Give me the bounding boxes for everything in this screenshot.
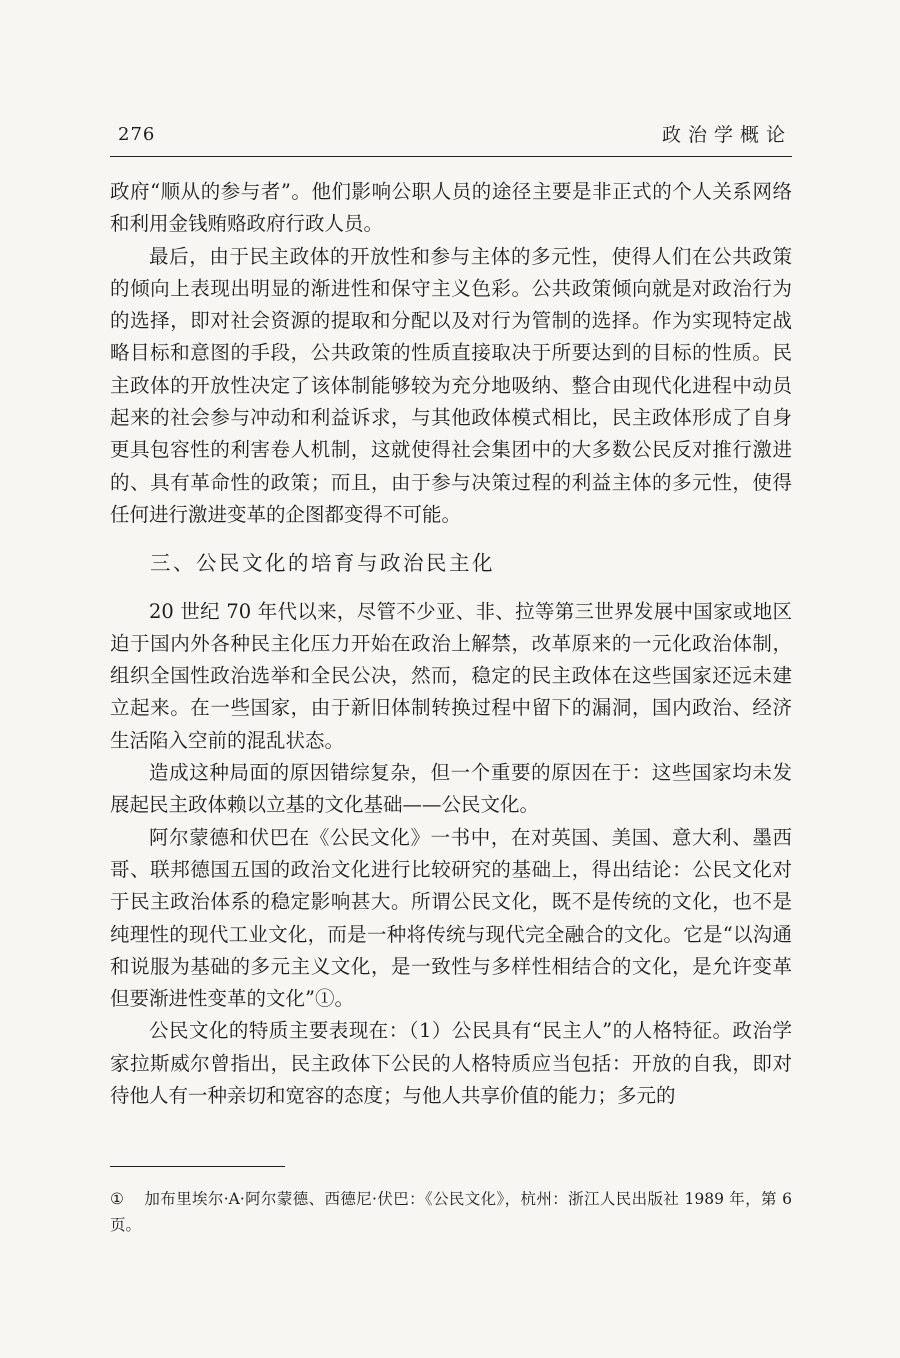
footnote-text: 加布里埃尔·A·阿尔蒙德、西德尼·伏巴：《公民文化》，杭州：浙江人民出版社 1989 年，第 6 页。 (110, 1190, 792, 1234)
footnote-divider (110, 1166, 285, 1167)
page-number: 276 (118, 124, 156, 145)
paragraph-public-policy: 最后，由于民主政体的开放性和参与主体的多元性，使得人们在公共政策的倾向上表现出明显的渐进性和保守主义色彩。公共政策倾向就是对政治行为的选择，即对社会资源的提取和分配以及对行为管制的选择。作为实现特定战略目标和意图的手段，公共政策的性质直接取决于所要达到的目标的性质。民主政体的开放性决定了该体制能够较为充分地吸纳、整合由现代化进程中动员起来的社会参与冲动和利益诉求，与其他政体模式相比，民主政体形成了自身更具包容性的利害卷人机制，这就使得社会集团中的大多数公民反对推行激进的、具有革命性的政策；而且，由于参与决策过程的利益主体的多元性，使得任何进行激进变革的企图都变得不可能。 (110, 244, 792, 526)
paragraph-continued: 政府“顺从的参与者”。他们影响公职人员的途径主要是非正式的个人关系网络和利用金钱贿赂政府行政人员。 (110, 180, 792, 236)
body-text (110, 176, 792, 1112)
paragraph-civic-traits: 公民文化的特质主要表现在：（1）公民具有“民主人”的人格特征。政治学家拉斯威尔曾指出，民主政体下公民的人格特质应当包括：开放的自我，即对待他人有一种亲切和宽容的态度；与他人共享价值的能力；多元的 (110, 1019, 792, 1108)
paragraph-almond-verba: 阿尔蒙德和伏巴在《公民文化》一书中，在对英国、美国、意大利、墨西哥、联邦德国五国的政治文化进行比较研究的基础上，得出结论：公民文化对于民主政治体系的稳定影响甚大。所谓公民文化，既不是传统的文化，也不是纯理性的现代工业文化，而是一种将传统与现代完全融合的文化。它是“以沟通和说服为基础的多元主义文化，是一致性与多样性相结合的文化，是允许变革但要渐进性变革的文化”①。 (110, 825, 792, 1011)
paragraph-third-world: 20 世纪 70 年代以来，尽管不少亚、非、拉等第三世界发展中国家或地区迫于国内外各种民主化压力开始在政治上解禁，改革原来的一元化政治体制，组织全国性政治选举和全民公决，然而，稳定的民主政体在这些国家还远未建立起来。在一些国家，由于新旧体制转换过程中留下的漏洞，国内政治、经济生活陷入空前的混乱状态。 (110, 599, 792, 752)
footnote-mark: ① (110, 1190, 124, 1208)
section-heading: 三、公民文化的培育与政治民主化 (150, 551, 495, 576)
paragraph-cause: 造成这种局面的原因错综复杂，但一个重要的原因在于：这些国家均未发展起民主政体赖以立基的文化基础——公民文化。 (110, 761, 792, 817)
running-title: 政治学概论 (661, 124, 792, 146)
footnote (110, 1186, 792, 1238)
page-header (110, 120, 792, 157)
